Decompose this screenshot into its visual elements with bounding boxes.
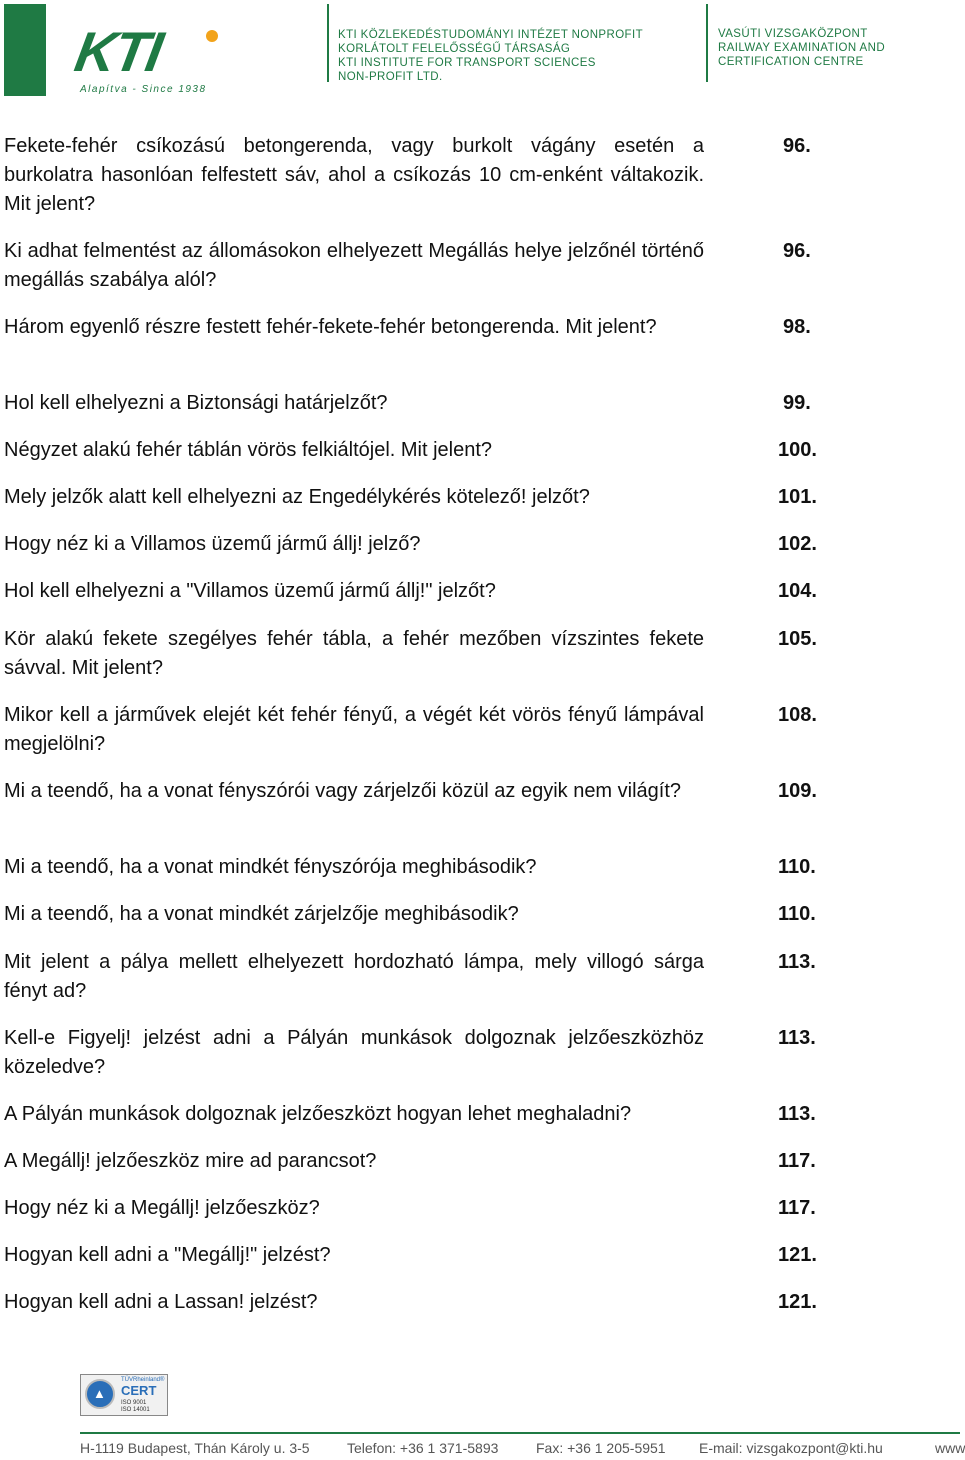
logo-tagline: Alapítva - Since 1938 xyxy=(80,84,207,95)
institute-line: NON-PROFIT LTD. xyxy=(338,71,443,83)
question-text: Mi a teendő, ha a vonat mindkét fényszórója meghibásodik? xyxy=(4,856,537,878)
centre-line: CERTIFICATION CENTRE xyxy=(718,56,864,68)
question-row xyxy=(4,1288,824,1317)
cert-title: CERT xyxy=(121,1383,157,1398)
question-row xyxy=(4,900,824,929)
page-header xyxy=(0,0,960,105)
footer-email: E-mail: vizsgakozpont@kti.hu xyxy=(699,1440,883,1456)
question-text: Négyzet alakú fehér táblán vörös felkiáltójel. Mit jelent? xyxy=(4,439,493,461)
question-row xyxy=(4,777,824,806)
institute-line: KTI INSTITUTE FOR TRANSPORT SCIENCES xyxy=(338,57,596,69)
question-row xyxy=(4,313,824,342)
question-row xyxy=(4,625,824,683)
header-divider xyxy=(327,4,329,82)
question-row xyxy=(4,1024,824,1082)
question-text: Hogyan kell adni a Lassan! jelzést? xyxy=(4,1291,318,1313)
page-number: 121. xyxy=(778,1291,817,1313)
logo-dot-icon xyxy=(206,30,218,42)
institute-name xyxy=(338,28,643,84)
question-row xyxy=(4,237,824,295)
question-row xyxy=(4,853,824,882)
page-number: 96. xyxy=(783,240,811,262)
cert-iso: ISO 9001 xyxy=(121,1400,147,1406)
question-text: A Megállj! jelzőeszköz mire ad parancsot? xyxy=(4,1150,377,1172)
question-text: Mely jelzők alatt kell elhelyezni az Engedélykérés kötelező! jelzőt? xyxy=(4,486,590,508)
page-number: 98. xyxy=(783,316,811,338)
question-row xyxy=(4,1194,824,1223)
question-row xyxy=(4,577,824,606)
institute-line: KTI KÖZLEKEDÉSTUDOMÁNYI INTÉZET NONPROFIT xyxy=(338,29,643,41)
tuv-cert-badge xyxy=(80,1374,168,1416)
header-divider xyxy=(706,4,708,82)
page-number: 117. xyxy=(778,1197,816,1219)
question-text: Mikor kell a járművek elejét két fehér fényű, a végét két vörös fényű lámpával megjelölni? xyxy=(4,704,704,755)
question-text: Hogy néz ki a Villamos üzemű jármű állj! jelző? xyxy=(4,533,421,555)
question-row xyxy=(4,1241,824,1270)
centre-line: VASÚTI VIZSGAKÖZPONT xyxy=(718,28,868,40)
question-row xyxy=(4,701,824,759)
page-number: 102. xyxy=(778,533,817,555)
page-number: 105. xyxy=(778,628,817,650)
page-number: 99. xyxy=(783,392,811,414)
page-number: 109. xyxy=(778,780,817,802)
question-row xyxy=(4,483,824,512)
page-number: 113. xyxy=(778,1027,816,1049)
page-number: 104. xyxy=(778,580,817,602)
question-text: Fekete-fehér csíkozású betongerenda, vagy burkolt vágány esetén a burkolatra hasonlóan felfestett sáv, ahol a csíkozás 10 cm-enként váltakozik. Mit jelent? xyxy=(4,135,704,215)
question-row xyxy=(4,436,824,465)
question-text: Hogyan kell adni a "Megállj!" jelzést? xyxy=(4,1244,331,1266)
question-text: Három egyenlő részre festett fehér-fekete-fehér betongerenda. Mit jelent? xyxy=(4,316,657,338)
footer-address: H-1119 Budapest, Thán Károly u. 3-5 xyxy=(80,1440,310,1456)
brand-bar xyxy=(4,4,46,96)
question-text: Mi a teendő, ha a vonat fényszórói vagy zárjelzői közül az egyik nem világít? xyxy=(4,780,682,802)
cert-brand: TÜVRheinland® xyxy=(121,1377,165,1383)
page-number: 110. xyxy=(778,903,816,925)
institute-line: KORLÁTOLT FELELŐSSÉGŰ TÁRSASÁG xyxy=(338,43,571,55)
question-text: Mi a teendő, ha a vonat mindkét zárjelzője meghibásodik? xyxy=(4,903,519,925)
question-text: A Pályán munkások dolgoznak jelzőeszközt hogyan lehet meghaladni? xyxy=(4,1103,632,1125)
question-row xyxy=(4,530,824,559)
page-number: 108. xyxy=(778,704,817,726)
page-number: 113. xyxy=(778,1103,816,1125)
question-text: Hol kell elhelyezni a "Villamos üzemű jármű állj!" jelzőt? xyxy=(4,580,496,602)
question-text: Hol kell elhelyezni a Biztonsági határjelzőt? xyxy=(4,392,388,414)
page-number: 110. xyxy=(778,856,816,878)
question-text: Hogy néz ki a Megállj! jelzőeszköz? xyxy=(4,1197,320,1219)
footer-divider xyxy=(80,1432,960,1434)
footer-phone: Telefon: +36 1 371-5893 xyxy=(347,1440,499,1456)
exam-centre-name xyxy=(718,27,885,69)
question-row xyxy=(4,1147,824,1176)
logo-text: KTI xyxy=(70,20,166,83)
page-number: 96. xyxy=(783,135,811,157)
question-row xyxy=(4,132,824,219)
page-number: 101. xyxy=(778,486,817,508)
question-text: Mit jelent a pálya mellett elhelyezett hordozható lámpa, mely villogó sárga fényt ad? xyxy=(4,951,704,1002)
footer-web: www xyxy=(935,1440,965,1456)
page-number: 100. xyxy=(778,439,817,461)
question-row xyxy=(4,1100,824,1129)
question-text: Kör alakú fekete szegélyes fehér tábla, a fehér mezőben vízszintes fekete sávval. Mit jelent? xyxy=(4,628,704,679)
question-row xyxy=(4,389,824,418)
centre-line: RAILWAY EXAMINATION AND xyxy=(718,42,886,54)
question-text: Kell-e Figyelj! jelzést adni a Pályán munkások dolgoznak jelzőeszközhöz közeledve? xyxy=(4,1027,704,1078)
question-row xyxy=(4,948,824,1006)
footer-fax: Fax: +36 1 205-5951 xyxy=(536,1440,666,1456)
footer-contact xyxy=(80,1440,965,1460)
cert-iso: ISO 14001 xyxy=(121,1407,150,1413)
page-number: 113. xyxy=(778,951,816,973)
tuv-logo-icon: ▲ xyxy=(85,1379,115,1409)
question-text: Ki adhat felmentést az állomásokon elhelyezett Megállás helye jelzőnél történő megállás szabálya alól? xyxy=(4,240,704,291)
page-number: 117. xyxy=(778,1150,816,1172)
page-number: 121. xyxy=(778,1244,817,1266)
kti-logo xyxy=(70,20,226,98)
